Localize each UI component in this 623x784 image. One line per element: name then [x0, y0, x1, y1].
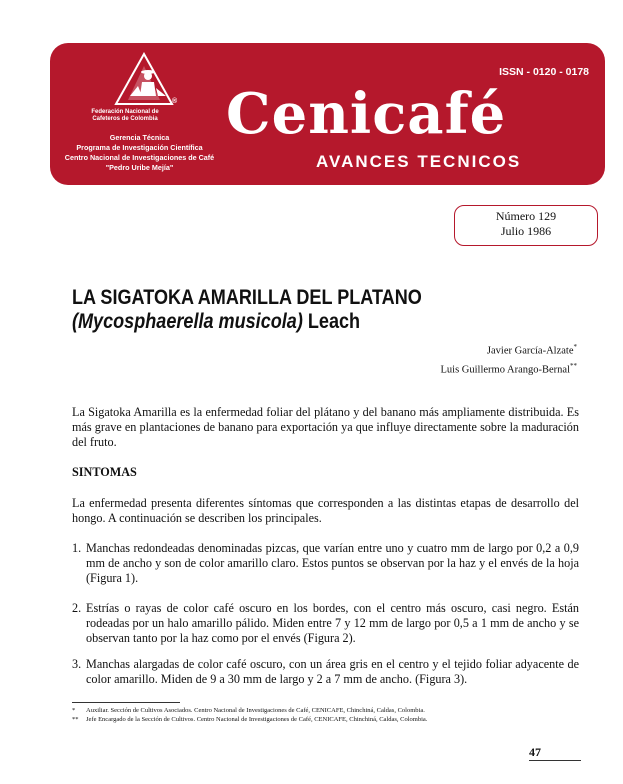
footnote-text: Jefe Encargado de la Sección de Cultivos. Centro Nacional de Investigaciones de Café, CENICAFE, Chinchiná, Caldas, Colombia. — [86, 716, 428, 723]
federation-logo-icon — [108, 52, 180, 108]
footnote-text: Auxiliar. Sección de Cultivos Asociados. Centro Nacional de Investigaciones de Café, CENICAFE, Chinchiná, Caldas, Colombia. — [86, 707, 425, 714]
symptom-number: 1. — [72, 541, 82, 555]
symptom-item — [72, 657, 579, 687]
symptom-text: Manchas alargadas de color café oscuro, con un área gris en el centro y el tejido foliar adyacente de color amarillo. Miden de 9 a 30 mm de largo y 2 a 7 mm de ancho. (Figura 3). — [86, 657, 579, 686]
issue-number: Número 129 — [495, 209, 557, 223]
org-line: Centro Nacional de Investigaciones de Café — [64, 153, 215, 162]
org-line: "Pedro Uribe Mejía" — [105, 163, 174, 172]
symptom-item — [72, 541, 579, 586]
title-scientific-name: (Mycosphaerella musicola) — [72, 310, 303, 333]
title-author-name: Leach — [307, 310, 361, 333]
brand-title: Cenicafé — [226, 81, 507, 147]
author-footnote-mark: ** — [570, 361, 577, 370]
symptom-text: Manchas redondeadas denominadas pizcas, que varían entre uno y cuatro mm de largo por 0,2 a 0,9 mm de ancho y son de color amarillo claro. Estos puntos se observan por la haz y el envés de la hoja (Figura 1). — [86, 541, 579, 585]
series-subtitle: AVANCES TECNICOS — [316, 152, 522, 171]
organization-lines — [52, 133, 227, 173]
article-title — [72, 286, 485, 334]
title-line-1: LA SIGATOKA AMARILLA DEL PLATANO — [72, 286, 422, 309]
footnote-mark: ** — [72, 716, 79, 723]
symptom-number: 3. — [72, 657, 82, 671]
author-2 — [441, 359, 577, 378]
org-line: Gerencia Técnica — [109, 133, 170, 142]
symptom-text: Estrías o rayas de color café oscuro en los bordes, con el centro más oscuro, casi negro. Están rodeadas por un halo amarillo pálido. Miden entre 7 y 12 mm de largo por 0,5 a 1 mm de ancho y se observan tanto por la haz como por el envés (Figura 2). — [86, 601, 579, 645]
registered-mark: ® — [172, 98, 178, 105]
issn-label: ISSN - 0120 - 0178 — [499, 66, 589, 78]
authors — [441, 340, 577, 377]
footnote — [72, 716, 427, 724]
footnote — [72, 707, 425, 715]
federation-name: Federación Nacional de Cafeteros de Colombia — [91, 109, 159, 122]
org-line: Programa de Investigación Científica — [76, 143, 203, 152]
page-number: 47 — [529, 745, 541, 759]
author-name: Luis Guillermo Arango-Bernal — [440, 364, 570, 375]
section-intro-paragraph: La enfermedad presenta diferentes síntomas que corresponden a las distintas etapas de desarrollo del hongo. A continuación se describen los principales. — [72, 496, 579, 525]
author-1 — [441, 340, 577, 359]
author-footnote-mark: * — [573, 343, 577, 351]
footnote-divider — [72, 702, 180, 703]
section-heading: SINTOMAS — [72, 465, 137, 479]
title-line-2 — [72, 310, 485, 334]
symptom-item — [72, 601, 579, 646]
issue-date: Julio 1986 — [500, 224, 552, 238]
author-name: Javier García-Alzate — [486, 345, 574, 357]
intro-paragraph: La Sigatoka Amarilla es la enfermedad foliar del plátano y del banano más ampliamente distribuida. Es más grave en plantaciones de banano para exportación ya que influye directamente sobre la maduración del fruto. — [72, 405, 579, 449]
symptom-number: 2. — [72, 601, 82, 615]
page-number-rule — [529, 760, 581, 761]
issue-box — [454, 205, 598, 246]
footnote-mark: * — [72, 707, 76, 714]
